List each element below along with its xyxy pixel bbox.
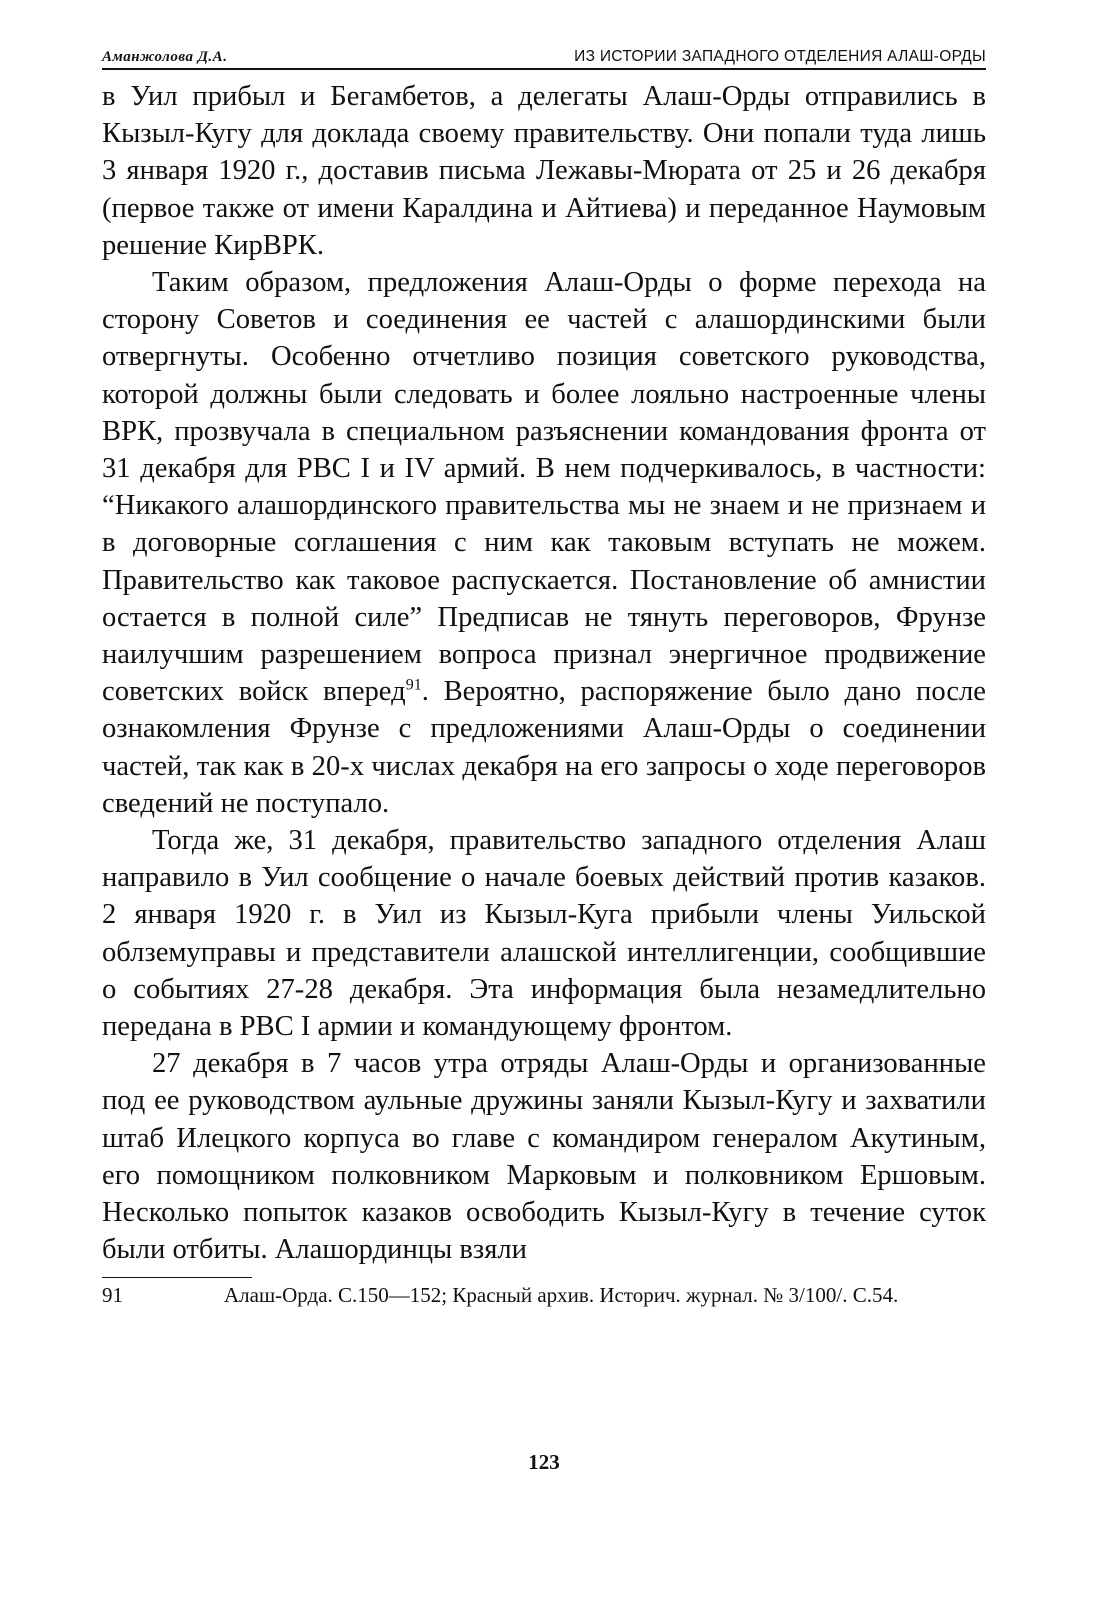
page-number: 123 xyxy=(528,1450,560,1474)
paragraph-2-text-continued: . Вероятно, распоряжение было дано после ознакомления Фрунзе с предложениями Алаш-Орды о соединении частей, так как в 20-х числах декабря на его запросы о ходе переговоров сведений не поступало. xyxy=(102,676,986,819)
paragraph-3: Тогда же, 31 декабря, правительство западного отделения Алаш направило в Уил сообщение о начале боевых действий против казаков. 2 января 1920 г. в Уил из Кызыл-Куга прибыли члены Уильской облземуправы и представители алашской интеллигенции, сообщившие о событиях 27-28 декабря. Эта информация была незамедлительно передана в РВС I армии и командующему фронтом. xyxy=(102,825,986,1043)
footnote-reference: 91 xyxy=(405,676,422,694)
footnote-text: Алаш-Орда. С.150—152; Красный архив. Историч. журнал. № 3/100/. С.54. xyxy=(224,1282,899,1307)
header-title: ИЗ ИСТОРИИ ЗАПАДНОГО ОТДЕЛЕНИЯ АЛАШ-ОРДЫ xyxy=(574,48,986,65)
footnote-divider xyxy=(102,1277,252,1278)
running-head xyxy=(102,40,986,70)
paragraph-2-text: Таким образом, предложения Алаш-Орды о форме перехода на сторону Советов и соединения ее частей с алашординскими были отвергнуты. Особенно отчетливо позиция советского руководства, которой должны были следовать и более лояльно настроенные члены ВРК, прозвучала в специальном разъяснении командования фронта от 31 декабря для РВС I и IV армий. В нем подчеркивалось, в частности: “Никакого алашординского правительства мы не знаем и не признаем и в договорные соглашения с ним как таковым вступать не можем. Правительство как таковое распускается. Постановление об амнистии остается в полной силе” Предписав не тянуть переговоров, Фрунзе наилучшим разрешением вопроса признал энергичное продвижение советских войск вперед xyxy=(102,267,986,708)
book-page xyxy=(102,40,986,1560)
paragraph-1: в Уил прибыл и Бегамбетов, а делегаты Алаш-Орды отправились в Кызыл-Кугу для доклада своему правительству. Они попали туда лишь 3 января 1920 г., доставив письма Лежавы-Мюрата от 25 и 26 декабря (первое также от имени Каралдина и Айтиева) и переданное Наумовым решение КирВРК. xyxy=(102,81,986,261)
footnote xyxy=(102,1282,986,1309)
header-author: Аманжолова Д.А. xyxy=(102,49,228,65)
paragraph-2 xyxy=(102,264,986,822)
footnote-number: 91 xyxy=(102,1282,123,1307)
paragraph-4: 27 декабря в 7 часов утра отряды Алаш-Орды и организованные под ее руководством аульные дружины заняли Кызыл-Кугу и захватили штаб Илецкого корпуса во главе с командиром генералом Акутиным, его помощником полковником Марковым и полковником Ершовым. Несколько попыток казаков освободить Кызыл-Кугу в течение суток были отбиты. Алашординцы взяли xyxy=(102,1048,986,1266)
main-text xyxy=(102,78,986,1269)
